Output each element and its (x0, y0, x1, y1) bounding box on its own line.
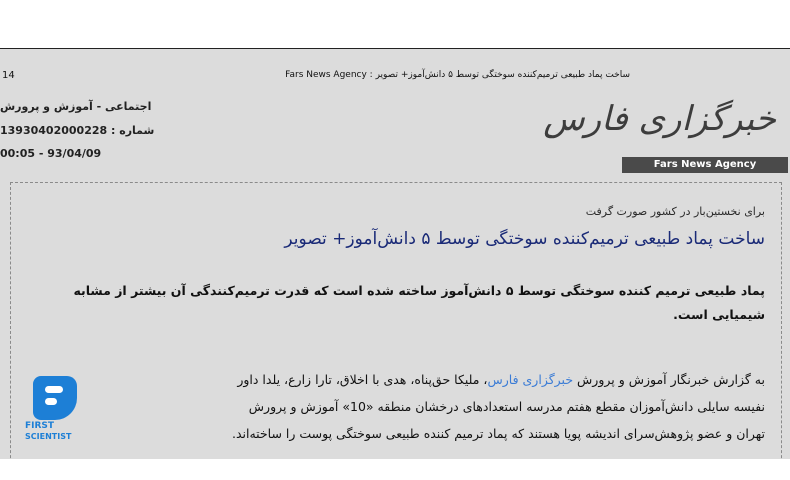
article-date: 93/04/09 - 00:05 (0, 147, 102, 160)
first-scientist-logo-icon (33, 376, 77, 420)
body-line-1-start: به گزارش خبرنگار آموزش و پرورش (573, 372, 765, 387)
category-label: اجتماعی - آموزش و پرورش (0, 100, 152, 113)
body-line-1 (237, 372, 765, 387)
logo-english-label: Fars News Agency (622, 157, 788, 173)
header-title: ساخت پماد طبیعی ترمیم‌کننده سوختگی توسط ۵ دانش‌آموز+ تصویر : Fars News Agency (285, 70, 630, 80)
fars-news-link[interactable]: خبرگزاری فارس (487, 372, 574, 387)
page-number: 14 (2, 70, 15, 81)
article-subtitle: برای نخستین‌بار در کشور صورت گرفت (585, 205, 765, 218)
body-line-2: نفیسه سایلی دانش‌آموزان مقطع هفتم مدرسه استعدادهای درخشان منطقه «10» آموزش و پرورش (248, 399, 765, 414)
body-line-1-end: ، ملیکا حق‌پناه، هدی با اخلاق، تارا زارع، یلدا داور (237, 372, 488, 387)
watermark-text-first: FIRST (25, 421, 55, 431)
document-page (0, 48, 790, 459)
fars-news-logo (543, 99, 788, 173)
article-headline: ساخت پماد طبیعی ترمیم‌کننده سوختگی توسط ۵ دانش‌آموز+ تصویر (284, 229, 765, 249)
body-line-3: تهران و عضو پژوهش‌سرای اندیشه پویا هستند که پماد ترمیم کننده طبیعی سوختگی پوست را ساخته‌اند. (231, 426, 765, 441)
article-number: شماره : 13930402000228 (0, 124, 155, 137)
watermark-text-scientist: SCIENTIST (25, 432, 72, 441)
article-lead: پماد طبیعی ترمیم کننده سوختگی توسط ۵ دانش‌آموز ساخته شده است که قدرت ترمیم‌کنندگی آن بیشتر از مشابه شیمیایی است. (73, 283, 765, 322)
logo-script-text: خبرگزاری فارس (543, 99, 776, 139)
article-content (10, 182, 782, 459)
first-scientist-watermark (25, 376, 81, 446)
